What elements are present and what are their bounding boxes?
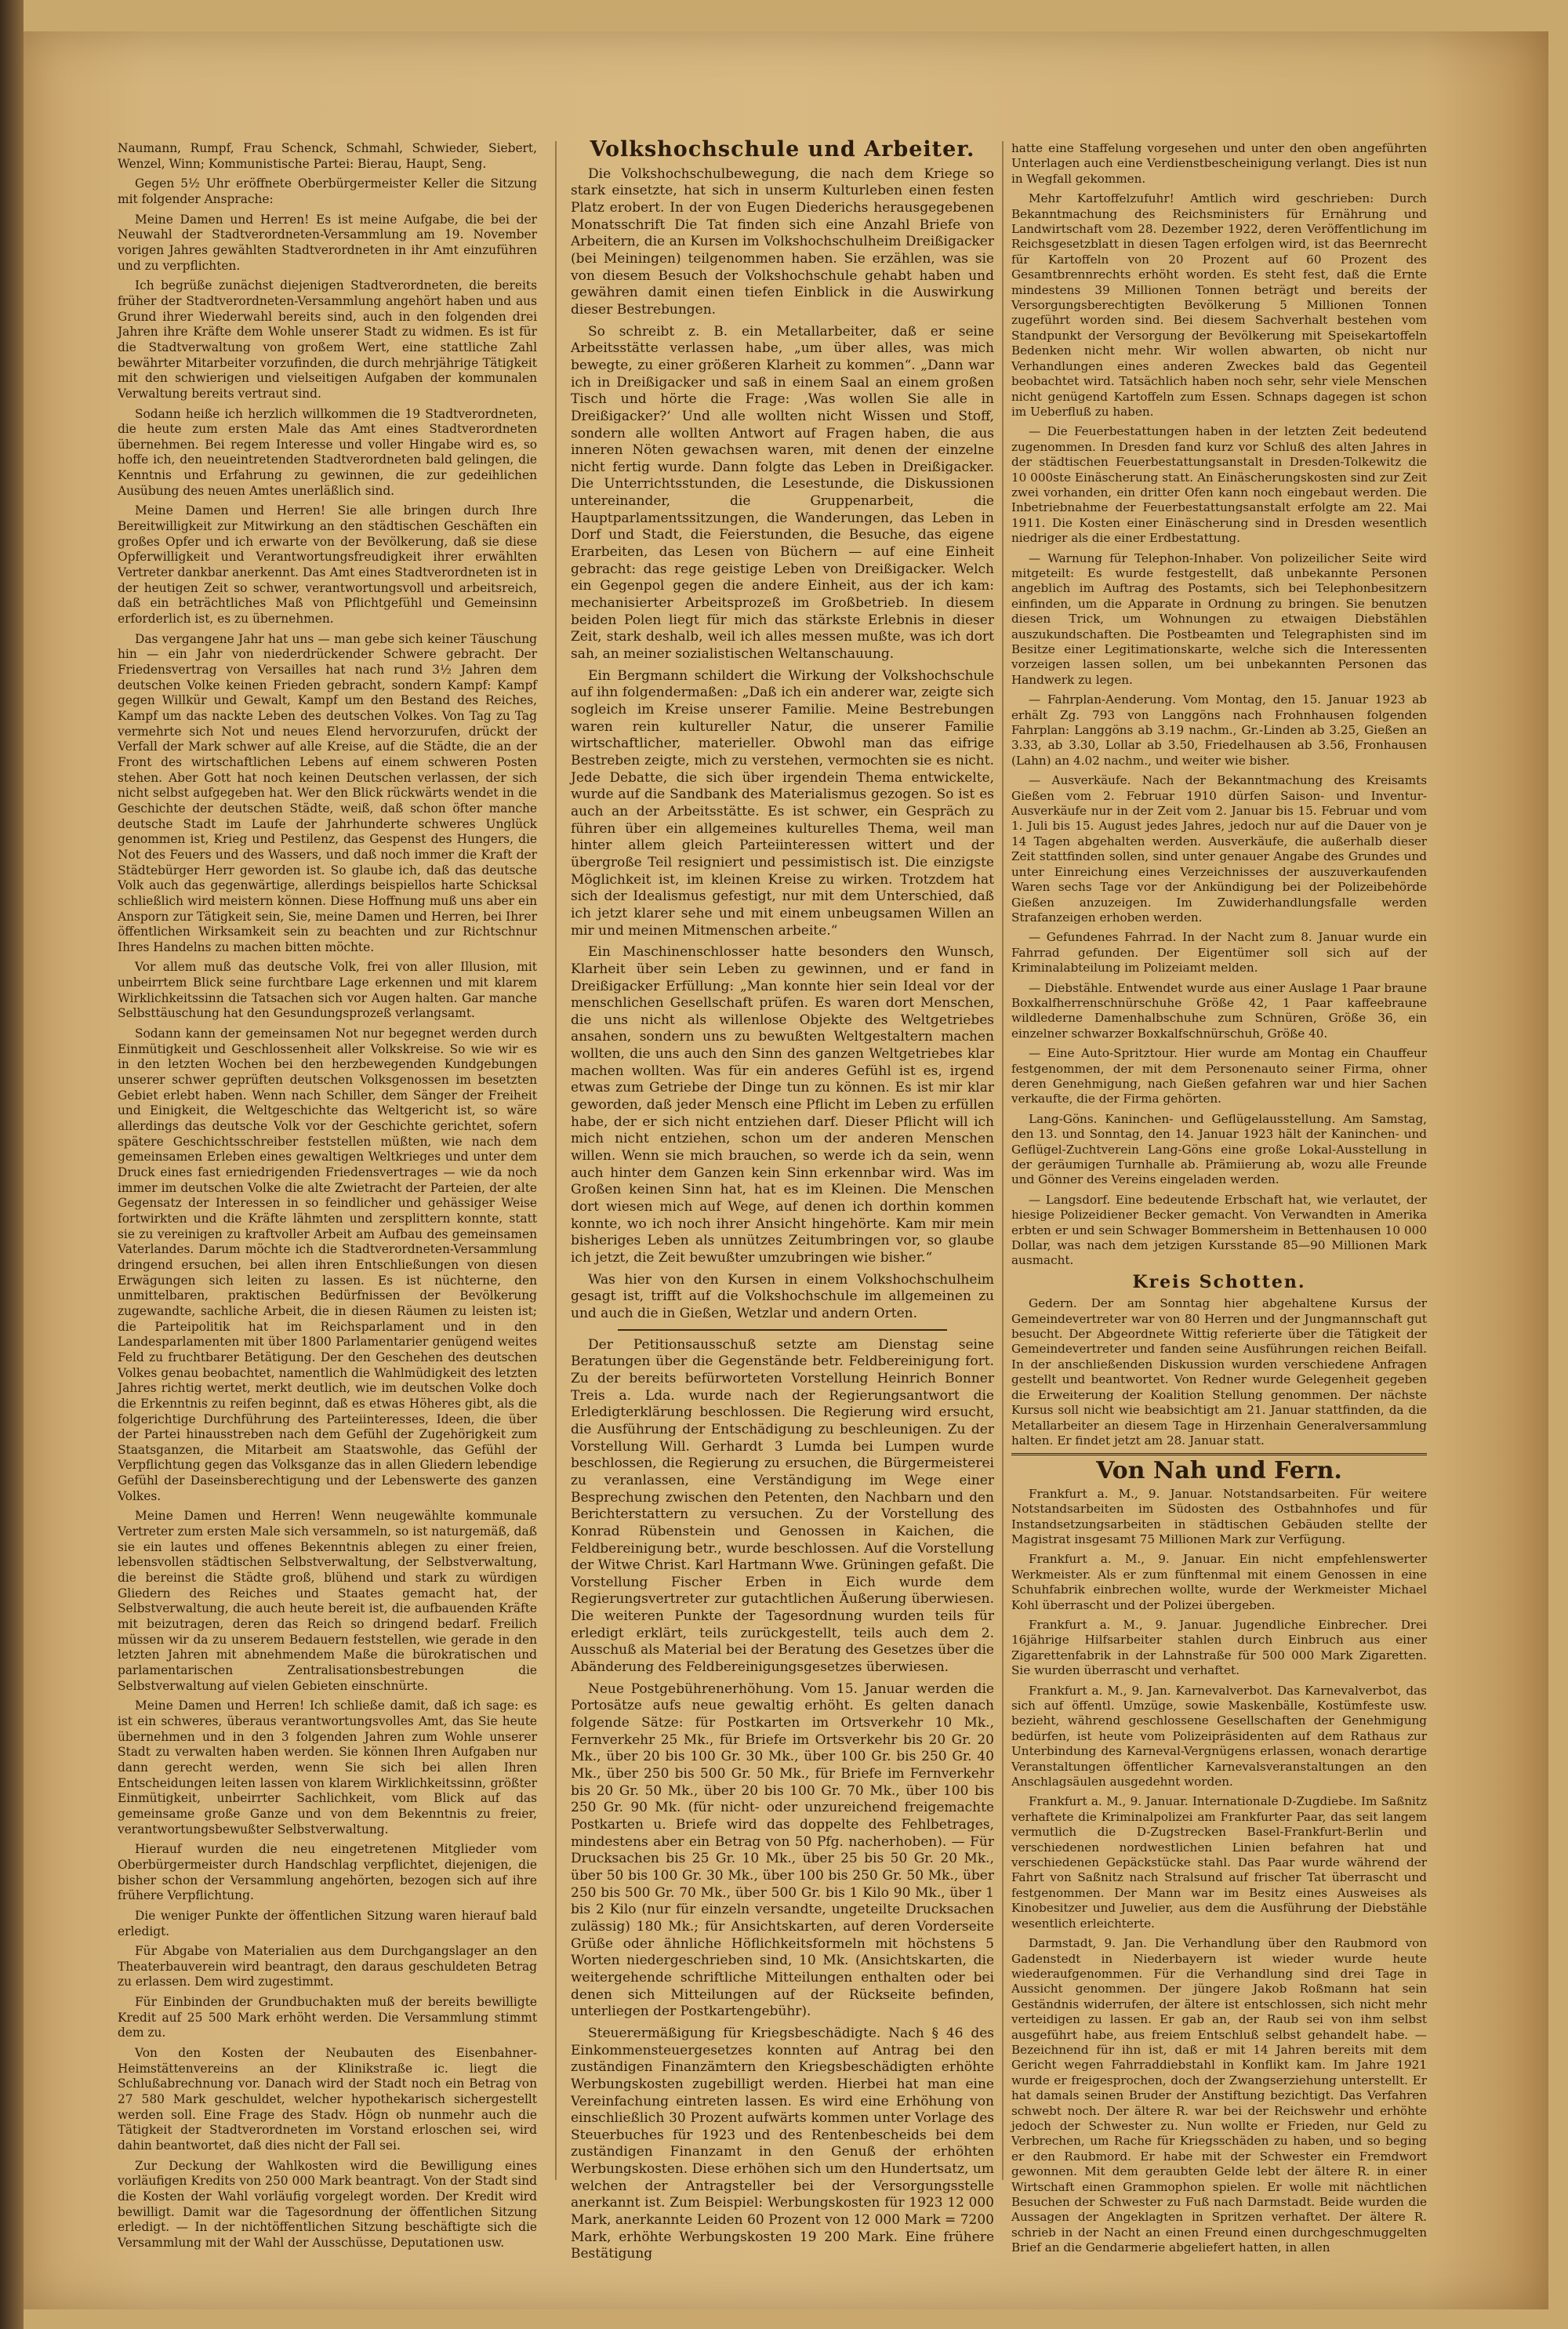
paragraph: Für Abgabe von Materialien aus dem Durchgangslager an den Theaterbauverein wird beantragt, den daraus geschuldeten Betrag zu erlassen. Dem wird zugestimmt. — [118, 1944, 537, 1989]
column-divider — [1002, 141, 1004, 2180]
paragraph: Mehr Kartoffelzufuhr! Amtlich wird geschrieben: Durch Bekanntmachung des Reichsministers für Ernährung und Landwirtschaft vom 28. Dezember 1922, deren Veröffentlichung im Reichsgesetzblatt in diesen Tagen erfolgen wird, ist das Beernrecht für Kartoffeln von 20 Prozent auf 60 Prozent des Gesamtbrennrechts erhöht worden. Es steht fest, daß die Ernte mindestens 39 Millionen Tonnen beträgt und bereits der Versorgungsberechtigten Bevölkerung 5 Millionen Tonnen zugeführt worden sind. Bei diesem Sachverhalt bestehen vom Standpunkt der Versorgung der Bevölkerung mit Speisekartoffeln Bedenken nicht mehr. Wir wollen abwarten, ob nicht nur Verhandlungen eines anderen Zweckes bald das Gegenteil beobachtet wird. Tatsächlich haben noch sehr, sehr viele Menschen nicht genügend Kartoffeln zum Essen. Schnaps dagegen ist schon im Ueberfluß zu haben. — [1011, 191, 1427, 419]
paragraph: — Ausverkäufe. Nach der Bekanntmachung des Kreisamts Gießen vom 2. Februar 1910 dürfen Saison- und Inventur-Ausverkäufe nur in der Zeit vom 2. Januar bis 15. Februar und vom 1. Juli bis 15. August jedes Jahres, jedoch nur auf die Dauer von je 14 Tagen abgehalten werden. Ausverkäufe, die außerhalb dieser Zeit stattfinden sollen, sind unter genauer Angabe des Grundes und unter Einreichung eines Verzeichnisses der auszuverkaufenden Waren sechs Tage vor der Ankündigung bei der Polizeibehörde Gießen anzuzeigen. Im Zuwiderhandlungsfalle werden Strafanzeigen erhoben werden. — [1011, 773, 1427, 925]
section-rule — [1011, 1453, 1427, 1455]
paragraph: Zur Deckung der Wahlkosten wird die Bewilligung eines vorläufigen Kredits von 250 000 Mark beantragt. Von der Stadt sind die Kosten der Wahl vorläufig vorgelegt worden. Der Kredit wird bewilligt. Damit war die Tagesordnung der öffentlichen Sitzung erledigt. — In der nichtöffentlichen Sitzung beschäftigte sich die Versammlung mit der Wahl der Ausschüsse, Deputationen usw. — [118, 2158, 537, 2250]
paragraph: Frankfurt a. M., 9. Jan. Karnevalverbot. Das Karnevalverbot, das sich auf öffentl. Umzüge, sowie Maskenbälle, Kostümfeste usw. bezieht, während geschlossene Gesellschaften der Genehmigung bedürfen, ist heute vom Polizeipräsidenten auf dem Rathaus zur Unterbindung des Karneval-Vergnügens erlassen, wonach derartige Veranstaltungen öffentlicher Karnevalsveranstaltungen an den Anschlagsäulen ausgedehnt worden. — [1011, 1683, 1427, 1789]
paragraph: — Warnung für Telephon-Inhaber. Von polizeilicher Seite wird mitgeteilt: Es wurde festgestellt, daß unbekannte Personen angeblich im Auftrag des Postamts, sich bei Telephonbesitzern einfinden, um die Apparate in Ordnung zu bringen. Sie benutzen diesen Trick, um Wohnungen zu etwaigen Diebstählen auszukundschaften. Die Postbeamten und Telegraphisten sind im Besitze einer Legitimationskarte, welche sich die Interessenten vorzeigen lassen sollen, um bei unbekannten Personen das Handwerk zu legen. — [1011, 550, 1427, 687]
paragraph: So schreibt z. B. ein Metallarbeiter, daß er seine Arbeitsstätte verlassen habe, „um über alles, was mich bewegte, zu einer größeren Klarheit zu kommen“. „Dann war ich in Dreißigacker und saß in einem Saal an einem großen Tisch und hörte die Frage: ‚Was wollen Sie alle in Dreißigacker?‘ Und alle wollten nicht Wissen und Stoff, sondern alle wollten Antwort auf Fragen haben, die aus inneren Nöten gewachsen waren, mit denen der einzelne nicht fertig wurde. Dann folgte das Leben in Dreißigacker. Die Unterrichtsstunden, die Lesestunde, die Diskussionen untereinander, die Gruppenarbeit, die Hauptparlamentssitzungen, die Wanderungen, das Leben in Dorf und Stadt, die Feierstunden, die Besuche, das eigene Erarbeiten, das Lesen von Büchern — auf eine Einheit gebracht: das rege geistige Leben von Dreißigacker. Welch ein Gegenpol gegen die andere Einheit, aus der ich kam: mechanisierter Arbeitsprozeß im Großbetrieb. In diesem beiden Polen liegt für mich das stärkste Erlebnis in dieser Zeit, stark deshalb, weil ich alles messen mußte, was ich dort sah, an meiner sozialistischen Weltanschauung. — [571, 323, 994, 663]
paragraph: Die weniger Punkte der öffentlichen Sitzung waren hierauf bald erledigt. — [118, 1908, 537, 1938]
paragraph: Darmstadt, 9. Jan. Die Verhandlung über den Raubmord von Gadenstedt in Niederbayern ist wieder wurde heute wiederaufgenommen. Für die Verhandlung sind drei Tage in Aussicht genommen. Der jüngere Jakob Roßmann hat sein Geständnis widerrufen, der ältere ist entschlossen, sich nicht mehr verteidigen zu lassen. Er gab an, der Raub sei von ihm selbst ausgeführt habe, aus freiem Entschluß selbst gehandelt habe. — Bezeichnend für ihn ist, daß er mit 14 Jahren bereits mit dem Gericht wegen Fahrraddiebstahl in Konflikt kam. Im Jahre 1921 wurde er freigesprochen, doch der Zwangserziehung unterstellt. Er hat damals seinen Bruder der Anstiftung bezichtigt. Das Verfahren schwebt noch. Der ältere R. war bei der Reichswehr und erhöhte jedoch der Schwester zu. Nun wollte er Frieden, nur Geld zu Verbrechen, um Rache für Kriegsschäden zu haben, und so beging er den Raubmord. Er habe mit der Schwester ein Fremdwort gewonnen. Mit dem geraubten Gelde lebt der ältere R. in einer Wirtschaft einen Grammophon spielen. Er wolle mit nächtlichen Besuchen der Schwester zu Fuß nach Darmstadt. Beide wurden die Aussagen der Angeklagten in Spritzen verhaftet. Der ältere R. schrieb in der Nacht an einen Freund einen durchgeschmuggelten Brief an die Gendarmerie abgeliefert hatten, in allen — [1011, 1936, 1427, 2255]
section-rule — [618, 1329, 947, 1331]
section-subheading: Kreis Schotten. — [1132, 1271, 1306, 1292]
paragraph: Meine Damen und Herren! Wenn neugewählte kommunale Vertreter zum ersten Male sich versammeln, so ist naturgemäß, daß sie ein lautes und offenes Bekenntnis ablegen zu einer freien, lebensvollen städtischen Selbstverwaltung, der Selbstverwaltung, die bereinst die Städte groß, blühend und stark zu würdigen Gliedern des Reiches und Staates gemacht hat, der Selbstverwaltung, die auch heute bereit ist, die aufbauenden Kräfte mit beizutragen, deren das Reich so dringend bedarf. Freilich müssen wir da zu unserem Bedauern feststellen, wie gerade in den letzten Jahren mit abnehmendem Maße die bürokratischen und parlamentarischen Zentralisationsbestrebungen die Selbstverwaltung auf vielen Gebieten einschnürte. — [118, 1509, 537, 1693]
paragraph: Steuerermäßigung für Kriegsbeschädigte. Nach § 46 des Einkommensteuergesetzes konnten auf Antrag bei den zuständigen Finanzämtern den Kriegsbeschädigten erhöhte Werbungskosten zugebilligt werden. Hierbei hat man eine Vereinfachung eintreten lassen. Es wird eine Erhöhung von einschließlich 30 Prozent aufwärts kommen unter Vorlage des Steuerbuches für 1923 und des Rentenbescheids bei dem zuständigen Finanzamt in den Genuß der erhöhten Werbungskosten. Diese erhöhen sich um den Hundertsatz, um welchen der Antragsteller bei der Versorgungsstelle anerkannt ist. Zum Beispiel: Werbungskosten für 1923 12 000 Mark, anerkannte Leiden 60 Prozent von 12 000 Mark = 7200 Mark, erhöhte Werbungskosten 19 200 Mark. Eine frühere Bestätigung — [571, 2025, 994, 2262]
paragraph: — Die Feuerbestattungen haben in der letzten Zeit bedeutend zugenommen. In Dresden fand kurz vor Schluß des alten Jahres in der städtischen Feuerbestattungsanstalt in Dresden-Tolkewitz die 10 000ste Einäscherung statt. An Einäscherungskosten sind zur Zeit zwei vorhanden, ein dritter Ofen kann noch eingebaut werden. Die Inbetriebnahme der Feuerbestattungsanstalt erfolgte am 22. Mai 1911. Die Kosten einer Einäscherung sind in Dresden wesentlich niedriger als die einer Erdbestattung. — [1011, 424, 1427, 546]
paragraph: Frankfurt a. M., 9. Januar. Ein nicht empfehlenswerter Werkmeister. Als er zum fünftenmal mit einem Genossen in eine Schuhfabrik einbrechen wollte, wurde der Werkmeister Michael Kohl überrascht und der Polizei übergeben. — [1011, 1552, 1427, 1612]
article-headline: Volkshochschule und Arbeiter. — [590, 137, 975, 162]
paragraph: Frankfurt a. M., 9. Januar. Jugendliche Einbrecher. Drei 16jährige Hilfsarbeiter stahlen durch Einbruch aus einer Zigarettenfabrik in der Lahnstraße für 500 000 Mark Zigaretten. Sie wurden überrascht und verhaftet. — [1011, 1617, 1427, 1678]
paragraph: — Gefundenes Fahrrad. In der Nacht zum 8. Januar wurde ein Fahrrad gefunden. Der Eigentümer soll sich auf der Kriminalabteilung im Polizeiamt melden. — [1011, 930, 1427, 976]
paragraph: Neue Postgebührenerhöhung. Vom 15. Januar werden die Portosätze aufs neue gewaltig erhöht. Es gelten danach folgende Sätze: für Postkarten im Ortsverkehr 10 Mk., Fernverkehr 25 Mk., für Briefe im Ortsverkehr bis 20 Gr. 20 Mk., über 20 bis 100 Gr. 30 Mk., über 100 Gr. bis 250 Gr. 40 Mk., über 250 bis 500 Gr. 50 Mk., für Briefe im Fernverkehr bis 20 Gr. 50 Mk., über 20 bis 100 Gr. 70 Mk., über 100 bis 250 Gr. 90 Mk. (für nicht- oder unzureichend freigemachte Postkarten u. Briefe wird das doppelte des Fehlbetrages, mindestens aber ein Betrag von 50 Pfg. nacherhoben). — Für Drucksachen bis 25 Gr. 10 Mk., über 25 bis 50 Gr. 20 Mk., über 50 bis 100 Gr. 30 Mk., über 100 bis 250 Gr. 50 Mk., über 250 bis 500 Gr. 70 Mk., über 500 Gr. bis 1 Kilo 90 Mk., über 1 bis 2 Kilo (nur für einzeln versandte, ungeteilte Drucksachen zulässig) 180 Mk.; für Ansichtskarten, auf deren Vorderseite Grüße oder ähnliche Höflichkeitsformeln mit höchstens 5 Worten niedergeschrieben sind, 10 Mk. (Ansichtskarten, die weitergehende schriftliche Mitteilungen enthalten oder bei denen sich Mitteilungen auf der Rückseite befinden, unterliegen der Postkartengebühr). — [571, 1680, 994, 2020]
paragraph: Naumann, Rumpf, Frau Schenck, Schmahl, Schwieder, Siebert, Wenzel, Winn; Kommunistische Partei: Bierau, Haupt, Seng. — [118, 141, 537, 171]
paragraph: hatte eine Staffelung vorgesehen und unter den oben angeführten Unterlagen auch eine Verdienstbescheinigung verlangt. Dies ist nun in Wegfall gekommen. — [1011, 141, 1427, 186]
paragraph: Meine Damen und Herren! Sie alle bringen durch Ihre Bereitwilligkeit zur Mitwirkung an den städtischen Geschäften ein großes Opfer und ich erwarte von der Bevölkerung, daß sie diese Opferwilligkeit und Verantwortungsfreudigkeit ihrer erwählten Vertreter dankbar anerkennt. Das Amt eines Stadtverordneten ist in der heutigen Zeit so schwer, verantwortungsvoll und arbeitsreich, daß ein beträchtliches Maß von Pflichtgefühl und Gemeinsinn erforderlich ist, es zu übernehmen. — [118, 503, 537, 627]
paragraph: Frankfurt a. M., 9. Januar. Notstandsarbeiten. Für weitere Notstandsarbeiten im Südosten des Ostbahnhofes und für Instandsetzungsarbeiten in städtischen Gebäuden stellte der Magistrat insgesamt 75 Millionen Mark zur Verfügung. — [1011, 1486, 1427, 1546]
paragraph: — Langsdorf. Eine bedeutende Erbschaft hat, wie verlautet, der hiesige Polizeidiener Becker gemacht. Von Verwandten in Amerika erbten er und sein Schwager Bommersheim in Bettenhausen 10 000 Dollar, was nach dem jetzigen Kursstande 85—90 Millionen Mark ausmacht. — [1011, 1192, 1427, 1268]
paragraph: Von den Kosten der Neubauten des Eisenbahner-Heimstättenvereins an der Klinikstraße ic. liegt die Schlußabrechnung vor. Danach wird der Stadt noch ein Betrag von 27 580 Mark geschuldet, welcher hypothekarisch sichergestellt werden soll. Eine Frage des Stadv. Högn ob nunmehr auch die Tätigkeit der Stadtverordneten im Vorstand erloschen sei, wird dahin beantwortet, daß dies nicht der Fall sei. — [118, 2046, 537, 2153]
paragraph: Ich begrüße zunächst diejenigen Stadtverordneten, die bereits früher der Stadtverordneten-Versammlung angehört haben und aus Grund ihrer Wiederwahl bereits sind, auch in den folgenden drei Jahren ihre Kräfte dem Wohle unserer Stadt zu widmen. Es ist für die Stadtverwaltung von großem Wert, eine stattliche Zahl bewährter Mitarbeiter vorzufinden, die durch mehrjährige Tätigkeit mit den schwierigen und vielseitigen Aufgaben der kommunalen Verwaltung bereits vertraut sind. — [118, 278, 537, 401]
paragraph: Sodann heiße ich herzlich willkommen die 19 Stadtverordneten, die heute zum ersten Male das Amt eines Stadtverordneten übernehmen. Bei regem Interesse und voller Hingabe wird es, so hoffe ich, den neueintretenden Stadtverordneten bald gelingen, die Kenntnis und Erfahrung zu gewinnen, die zur gedeihlichen Ausübung des neuen Amtes unerläßlich sind. — [118, 406, 537, 498]
paragraph: Lang-Göns. Kaninchen- und Geflügelausstellung. Am Samstag, den 13. und Sonntag, den 14. Januar 1923 hält der Kaninchen- und Geflügel-Zuchtverein Lang-Göns eine große Lokal-Ausstellung in der geräumigen Turnhalle ab. Prämiierung ab, wozu alle Freunde und Gönner des Vereins eingeladen werden. — [1011, 1111, 1427, 1187]
paragraph: — Diebstähle. Entwendet wurde aus einer Auslage 1 Paar braune Boxkalfherrenschnürschuhe Größe 42, 1 Paar kaffeebraune wildlederne Damenhalbschuhe zum Schnüren, Größe 36, ein einzelner schwarzer Boxkalfschnürschuh, Größe 40. — [1011, 980, 1427, 1041]
paragraph: Frankfurt a. M., 9. Januar. Internationale D-Zugdiebe. Im Saßnitz verhaftete die Kriminalpolizei am Frankfurter Paar, das seit langem vermutlich die D-Zugstrecken Basel-Frankfurt-Berlin und verschiedenen nordwestlichen Linien befahren hat und verschiedenen Gepäckstücke stahl. Das Paar wurde während der Fahrt von Saßnitz nach Stralsund auf frischer Tat überrascht und festgenommen. Der Mann war im Besitz eines Ausweises als Kinobesitzer und Juwelier, aus dem die Ausführung der Diebstähle wesentlich erleichterte. — [1011, 1794, 1427, 1931]
column-3 — [1011, 141, 1427, 2261]
paragraph: Gegen 5½ Uhr eröffnete Oberbürgermeister Keller die Sitzung mit folgender Ansprache: — [118, 176, 537, 206]
column-2 — [571, 137, 994, 2268]
paragraph: Die Volkshochschulbewegung, die nach dem Kriege so stark einsetzte, hat sich in unserm Kulturleben einen festen Platz erobert. In der von Eugen Diederichs herausgegebenen Monatsschrift Die Tat finden sich eine Anzahl Briefe von Arbeitern, die an Kursen im Volkshochschulheim Dreißigacker (bei Meiningen) teilgenommen haben. Sie erzählen, was sie von diesem Besuch der Volkshochschule gehabt haben und gewähren damit einen tiefen Einblick in die Auswirkung dieser Bestrebungen. — [571, 165, 994, 318]
paragraph: — Eine Auto-Spritztour. Hier wurde am Montag ein Chauffeur festgenommen, der mit dem Personenauto seiner Firma, ohner deren Genehmigung, nach Gießen gefahren war und hier Sachen verkaufte, die der Firma gehörten. — [1011, 1046, 1427, 1106]
paragraph: Meine Damen und Herren! Es ist meine Aufgabe, die bei der Neuwahl der Stadtverordneten-Versammlung am 19. November vorigen Jahres gewählten Stadtverordneten in ihr Amt einzuführen und zu verpflichten. — [118, 212, 537, 273]
paragraph: Sodann kann der gemeinsamen Not nur begegnet werden durch Einmütigkeit und Geschlossenheit aller Volkskreise. So wie wir es in den letzten Wochen bei den herzbewegenden Kundgebungen unserer schwer geprüften deutschen Volksgenossen im besetzten Gebiet erlebt haben. Wenn nach Schiller, dem Sänger der Freiheit und Einigkeit, die Weltgeschichte das Weltgericht ist, so wäre allerdings das deutsche Volk vor der Geschichte gerichtet, sofern spätere Geschichtsschreiber feststellen müßten, wie nach dem gemeinsamen Erleben eines gewaltigen Weltkrieges und unter dem Druck eines fast erniedrigenden Friedensvertrages — wie da noch immer im deutschen Volke die alte Zwietracht der Parteien, der alte Gegensatz der Interessen in so feindlicher und gehässiger Weise fortwirkten und die Kräfte lähmten und zersplittern konnte, statt sie zu vereinigen zu kraftvoller Arbeit am Aufbau des gemeinsamen Vaterlandes. Darum möchte ich die Stadtverordneten-Versammlung dringend ersuchen, bei allen ihren Entschließungen von diesen Erwägungen sich leiten zu lassen. Es ist nüchterne, den unmittelbaren, praktischen Bedürfnissen der Bevölkerung zugewandte, sachliche Arbeit, die in diesen Räumen zu leisten ist; die Parteipolitik hat im Reichsparlament und in den Landesparlamenten mit über 1800 Parlamentarier genügend weites Feld zu fruchtbarer Betätigung. Der den Geschehen des deutschen Volkes genau beobachtet, namentlich die Wahlmüdigkeit des letzten Jahres richtig wertet, merkt deutlich, wie im deutschen Volke doch die Erkenntnis zu reifen beginnt, daß es etwas Höheres gibt, als die folgerichtige Durchführung des Parteiinteresses, Ideen, die über der Partei hinausstreben nach dem Gefühl der Zugehörigkeit zum Staatsganzen, die Mitarbeit am Staatswohle, das Gefühl der Verpflichtung gegen das Volksganze das in allen Gliedern lebendige Gefühl der Daseinsberechtigung und der Lebenswerte des ganzen Volkes. — [118, 1026, 537, 1503]
paragraph: Für Einbinden der Grundbuchakten muß der bereits bewilligte Kredit auf 25 500 Mark erhöht werden. Die Versammlung stimmt dem zu. — [118, 1995, 537, 2040]
paragraph: Hierauf wurden die neu eingetretenen Mitglieder vom Oberbürgermeister durch Handschlag verpflichtet, diejenigen, die bisher schon der Versammlung angehörten, bezogen sich auf ihre frühere Verpflichtung. — [118, 1842, 537, 1903]
paragraph: Ein Maschinenschlosser hatte besonders den Wunsch, Klarheit über sein Leben zu gewinnen, und er fand in Dreißigacker Erfüllung: „Man konnte hier sein Ideal vor der menschlichen Gesellschaft prüfen. Es waren dort Menschen, die uns nicht als willenlose Objekte des Weltgetriebes ansahen, sondern uns zu bewußten Weltgestaltern machen wollten, die uns auch den Sinn des ganzen Weltgetriebes klar machen wollten. Was für ein anderes Gefühl ist es, irgend etwas zum Getriebe der Dinge tun zu können. Es ist mir klar geworden, daß jeder Mensch eine Pflicht im Leben zu erfüllen habe, der er sich nicht entziehen darf. Dieser Pflicht will ich mich nicht entziehen, schon um der anderen Menschen willen. Wenn sie mich brauchen, so werde ich da sein, wenn auch hinter dem Ganzen kein Sinn erkennbar wird. Was im Großen keinen Sinn hat, hat es im Kleinen. Die Menschen dort wiesen mich auf Wege, auf denen ich dorthin kommen konnte, wo ich noch ihrer Ansicht hingehörte. Kam mir mein bisheriges Leben als unnützes Zeitumbringen vor, so glaube ich jetzt, die Zeit bewußter umzubringen wie bisher.“ — [571, 944, 994, 1266]
column-divider — [555, 141, 557, 2180]
column-1 — [118, 141, 537, 2256]
paragraph: Das vergangene Jahr hat uns — man gebe sich keiner Täuschung hin — ein Jahr von niederdrückender Schwere gebracht. Der Friedensvertrag von Versailles hat nach rund 3½ Jahren dem deutschen Volke keinen Frieden gebracht, sondern Kampf: Kampf gegen Willkür und Gewalt, Kampf um den Bestand des Reiches, Kampf um das nackte Leben des deutschen Volkes. Von Tag zu Tag vermehrte sich Not und neues Elend hervorzurufen, drückt der Verfall der Mark schwer auf alle Kreise, auf die Städte, die an der Front des wirtschaftlichen Lebens auf einem schweren Posten stehen. Aber Gott hat noch keinen Deutschen verlassen, der sich nicht selbst aufgegeben hat. Wer den Blick rückwärts wendet in die Geschichte der deutschen Städte, weiß, daß schon öfter manche deutsche Stadt im Laufe der Jahrhunderte schweres Unglück genommen ist, Krieg und Pestilenz, das Gespenst des Hungers, die Not des Feuers und des Wassers, und daß noch immer die Kraft der Städtebürger Herr geworden ist. So glaube ich, daß das deutsche Volk auch das gegenwärtige, allerdings beispiellos harte Schicksal schließlich wird meistern können. Diese Hoffnung muß uns aber ein Ansporn zur Tätigkeit sein, Sie, meine Damen und Herren, bei Ihrer öffentlichen Wirksamkeit sein zu beachten und zur Richtschnur Ihres Handelns zu machen bitten möchte. — [118, 631, 537, 954]
binding-edge — [0, 0, 24, 2329]
paragraph: Ein Bergmann schildert die Wirkung der Volkshochschule auf ihn folgendermaßen: „Daß ich ein anderer war, zeigte sich sogleich im Kreise unserer Familie. Meine Bestrebungen waren rein kultureller Natur, die unserer Familie wirtschaftlicher, materieller. Obwohl man das eifrige Bestreben zeigte, mich zu verstehen, vermochten sie es nicht. Jede Debatte, die sich über irgendein Thema entwickelte, wurde auf die Sandbank des Materialismus gezogen. So ist es auch an der Arbeitsstätte. Es ist schwer, ein Gespräch zu führen über ein allgemeines kulturelles Thema, weil man hinter allem gleich Parteiinteressen wittert und der übergroße Teil resigniert und pessimistisch ist. Die einzigste Möglichkeit ist, im kleinen Kreise zu wirken. Trotzdem hat sich der Idealismus gefestigt, nur mit dem Unterschied, daß ich jetzt klarer sehe und mit einem unbeugsamen Willen an mir und meinen Mitmenschen arbeite.“ — [571, 667, 994, 939]
paragraph: Der Petitionsausschuß setzte am Dienstag seine Beratungen über die Gegenstände betr. Feldbereinigung fort. Zu der bereits befürworteten Vorstellung Heinrich Bonner Treis a. Lda. wurde nach der Regierungsantwort die Erledigterklärung beschlossen. Die Regierung wird ersucht, die Ausführung der Entschädigung zu beschleunigen. Zu der Vorstellung Will. Gerhardt 3 Lumda bei Lumpen wurde beschlossen, die Regierung zu ersuchen, die Bürgermeisterei zu veranlassen, eine Verständigung im Wege einer Besprechung zwischen den Petenten, den Nachbarn und den Berichterstattern zu versuchen. Zu der Vorstellung des Konrad Rübenstein und Genossen in Kaichen, die Feldbereinigung betr., wurde beschlossen. Auf die Vorstellung der Witwe Christ. Karl Hartmann Wwe. Grüningen gefaßt. Die Vorstellung Fischer Erben in Eich wurde dem Regierungsvertreter zur gutachtlichen Äußerung überwiesen. Die weiteren Punkte der Tagesordnung wurden teils für erledigt erklärt, teils zurückgestellt, teils auch dem 2. Ausschuß als Material bei der Beratung des Gesetzes über die Abänderung des Feldbereinigungsgesetzes überwiesen. — [571, 1336, 994, 1676]
paragraph: — Fahrplan-Aenderung. Vom Montag, den 15. Januar 1923 ab erhält Zg. 793 von Langgöns nach Frohnhausen folgenden Fahrplan: Langgöns ab 3.19 nachm., Gr.-Linden ab 3.25, Gießen an 3.33, ab 3.30, Lollar ab 3.50, Friedelhausen ab 3.56, Fronhausen (Lahn) an 4.02 nachm., und weiter wie bisher. — [1011, 692, 1427, 768]
rubric-heading: Von Nah und Fern. — [1096, 1457, 1342, 1485]
paragraph: Was hier von den Kursen in einem Volkshochschulheim gesagt ist, trifft auf die Volkshochschule im allgemeinen zu und auch die in Gießen, Wetzlar und andern Orten. — [571, 1271, 994, 1321]
paragraph: Meine Damen und Herren! Ich schließe damit, daß ich sage: es ist ein schweres, überaus verantwortungsvolles Amt, das Sie heute übernehmen und in den 3 folgenden Jahren zum Wohle unserer Stadt zu verwalten haben werden. Sie können Ihren Aufgaben nur dann gerecht werden, wenn Sie sich bei allen Ihren Entscheidungen leiten lassen von klarem Wirklichkeitssinn, größter Einmütigkeit, unbeirrter Sachlichkeit, vom Blick auf das gemeinsame große Ganze und von dem Bekenntnis zu freier, verantwortungsbewußter Selbstverwaltung. — [118, 1699, 537, 1837]
paragraph: Gedern. Der am Sonntag hier abgehaltene Kursus der Gemeindevertreter war von 80 Herren und der Jungmannschaft gut besucht. Der Abgeordnete Wittig referierte über die Tätigkeit der Gemeindevertreter und fanden seine Ausführungen reichen Beifall. In der anschließenden Diskussion wurden verschiedene Anfragen gestellt und beantwortet. Von Redner wurde Gelegenheit gegeben die Erweiterung der Koalition Stellung genommen. Der nächste Kursus soll nicht wie beabsichtigt am 21. Januar stattfinden, da die Metallarbeiter an diesem Tage in Hirzenhain Generalversammlung halten. Er findet jetzt am 28. Januar statt. — [1011, 1296, 1427, 1448]
paragraph: Vor allem muß das deutsche Volk, frei von aller Illusion, mit unbeirrtem Blick seine furchtbare Lage erkennen und mit klarem Wirklichkeitssinn die Tatsachen sich vor Augen halten. Gar manche Selbsttäuschung hat den Gesundungsprozeß verlangsamt. — [118, 960, 537, 1021]
